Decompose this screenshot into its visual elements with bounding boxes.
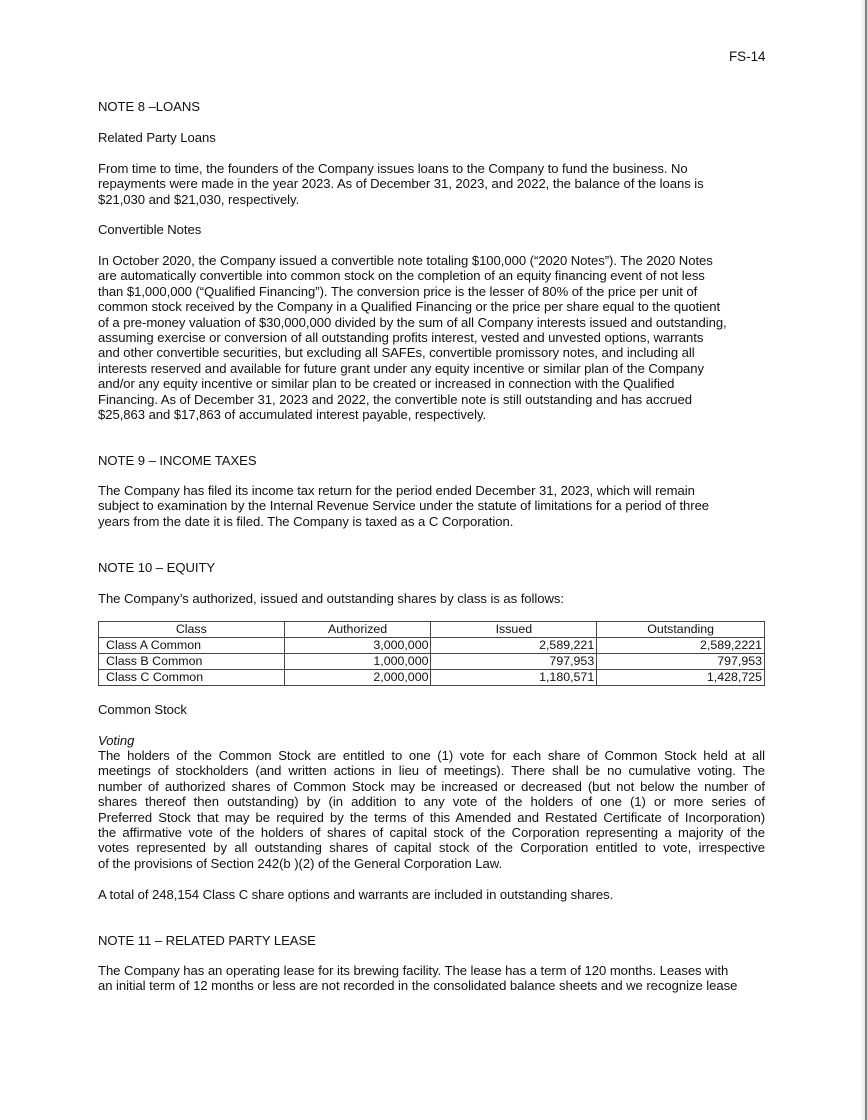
column-header-outstanding: Outstanding <box>597 622 765 638</box>
class-cell: Class C Common <box>99 670 285 686</box>
paragraph-line: The holders of the Common Stock are entitled to one (1) vote for each share of Common Stock held at all <box>98 748 765 763</box>
authorized-cell: 3,000,000 <box>284 638 431 654</box>
related-party-lease-paragraph <box>98 963 765 994</box>
outstanding-cell: 2,589,2221 <box>597 638 765 654</box>
common-stock-subheading: Common Stock <box>98 702 187 717</box>
note-10-heading: NOTE 10 – EQUITY <box>98 560 216 575</box>
outstanding-cell: 1,428,725 <box>597 670 765 686</box>
paragraph-line: votes represented by all outstanding shares of capital stock of the Corporation entitled to vote, irrespective <box>98 840 765 856</box>
paragraph-line: repayments were made in the year 2023. As of December 31, 2023, and 2022, the balance of the loans is <box>98 176 704 192</box>
paragraph-line: The Company has an operating lease for its brewing facility. The lease has a term of 120 months. Leases with <box>98 963 729 978</box>
paragraph-line: meetings of stockholders (and written actions in lieu of meetings). There shall be no cumulative voting. The <box>98 763 765 779</box>
paragraph-line: assuming exercise or conversion of all outstanding profits interest, vested and unvested options, warrants <box>98 329 704 345</box>
issued-cell: 797,953 <box>431 654 597 670</box>
class-cell: Class B Common <box>99 654 285 670</box>
table-row <box>99 654 765 670</box>
table-row <box>99 638 765 654</box>
authorized-cell: 2,000,000 <box>284 670 431 686</box>
paragraph-line: interests reserved and available for future grant under any equity incentive or similar plan of the Company <box>98 360 705 376</box>
page-number: FS-14 <box>729 49 766 64</box>
note-9-heading: NOTE 9 – INCOME TAXES <box>98 453 257 468</box>
note-8-heading: NOTE 8 –LOANS <box>98 99 200 114</box>
authorized-cell: 1,000,000 <box>284 654 431 670</box>
paragraph-line: of the provisions of Section 242(b )(2) of the General Corporation Law. <box>98 855 503 871</box>
paragraph-line: subject to examination by the Internal Revenue Service under the statute of limitations for a period of three <box>98 498 710 514</box>
issued-cell: 2,589,221 <box>431 638 597 654</box>
equity-intro: The Company’s authorized, issued and outstanding shares by class is as follows: <box>98 591 564 606</box>
convertible-notes-subheading: Convertible Notes <box>98 222 202 237</box>
paragraph-line: $21,030 and $21,030, respectively. <box>98 191 300 207</box>
voting-paragraph <box>98 748 765 871</box>
paragraph-line: than $1,000,000 (“Qualified Financing”). The conversion price is the lesser of 80% of the price per unit of <box>98 283 698 299</box>
paragraph-line: common stock received by the Company in a Qualified Financing or the price per share equal to the quotient <box>98 299 721 315</box>
related-party-loans-paragraph <box>98 161 765 207</box>
paragraph-line: $25,863 and $17,863 of accumulated interest payable, respectively. <box>98 406 487 422</box>
income-taxes-paragraph <box>98 483 765 529</box>
paragraph-line: the affirmative vote of the holders of shares of capital stock of the Corporation representing a majority of the <box>98 824 765 840</box>
convertible-notes-paragraph <box>98 253 765 422</box>
paragraph-line: Preferred Stock that may be required by the terms of this Amended and Restated Certificate of Incorporation) <box>98 809 765 825</box>
outstanding-cell: 797,953 <box>597 654 765 670</box>
table-row <box>99 670 765 686</box>
paragraph-line: are automatically convertible into common stock on the completion of an equity financing event of not less <box>98 268 705 284</box>
paragraph-line: Financing. As of December 31, 2023 and 2022, the convertible note is still outstanding and has accrued <box>98 391 692 407</box>
shares-by-class-table <box>98 621 765 686</box>
options-note: A total of 248,154 Class C share options and warrants are included in outstanding shares. <box>98 887 614 902</box>
paragraph-line: From time to time, the founders of the Company issues loans to the Company to fund the business. No <box>98 161 688 176</box>
paragraph-line: shares thereof then outstanding) by (in addition to any vote of the holders of one (1) or more series of <box>98 794 765 810</box>
paragraph-line: In October 2020, the Company issued a convertible note totaling $100,000 (“2020 Notes”). The 2020 Notes <box>98 253 713 268</box>
column-header-authorized: Authorized <box>284 622 431 638</box>
paragraph-line: years from the date it is filed. The Company is taxed as a C Corporation. <box>98 513 514 529</box>
voting-label: Voting <box>98 733 135 748</box>
table-header-row <box>99 622 765 638</box>
note-11-heading: NOTE 11 – RELATED PARTY LEASE <box>98 933 316 948</box>
class-cell: Class A Common <box>99 638 285 654</box>
paragraph-line: number of authorized shares of Common Stock may be increased or decreased (but not below the number of <box>98 778 765 794</box>
issued-cell: 1,180,571 <box>431 670 597 686</box>
column-header-issued: Issued <box>431 622 597 638</box>
paragraph-line: and/or any equity incentive or similar plan to be created or increased in connection with the Qualified <box>98 376 675 392</box>
column-header-class: Class <box>99 622 285 638</box>
paragraph-line: The Company has filed its income tax return for the period ended December 31, 2023, which will remain <box>98 483 695 498</box>
paragraph-line: and other convertible securities, but excluding all SAFEs, convertible promissory notes, and including all <box>98 345 695 361</box>
related-party-loans-subheading: Related Party Loans <box>98 130 216 145</box>
paragraph-line: of a pre-money valuation of $30,000,000 divided by the sum of all Company interests issued and outstanding, <box>98 314 727 330</box>
paragraph-line: an initial term of 12 months or less are not recorded in the consolidated balance sheets and we recognize lease <box>98 978 738 994</box>
